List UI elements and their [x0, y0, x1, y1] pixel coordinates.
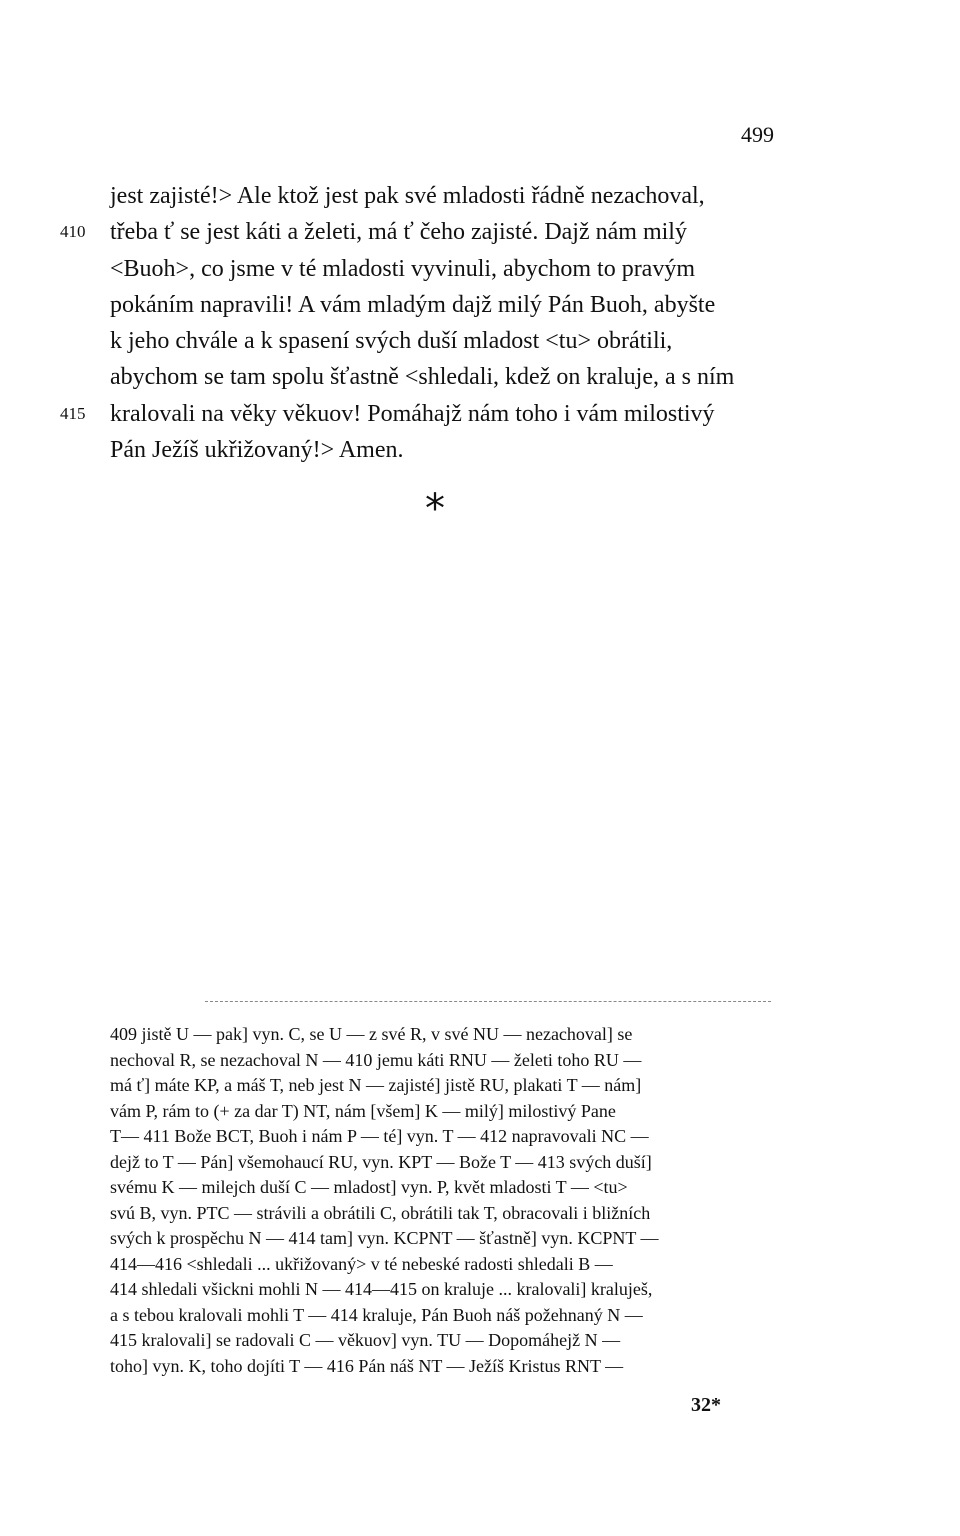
text-line — [60, 251, 800, 287]
footnote-rule — [205, 1001, 771, 1002]
sheet-signature: 32* — [691, 1394, 721, 1416]
line-text: abychom se tam spolu šťastně <shledali, kdež on kraluje, a s ním — [110, 364, 735, 391]
critical-apparatus — [110, 1022, 780, 1379]
apparatus-line: a s tebou kralovali mohli T — 414 kraluje, Pán Buoh náš požehnaný N — — [110, 1304, 643, 1325]
line-text: kralovali na věky věkuov! Pomáhajž nám toho i vám milostivý — [110, 400, 715, 427]
line-number: 415 — [60, 403, 86, 423]
text-line — [60, 214, 800, 250]
main-text — [60, 178, 800, 468]
apparatus-line: 414 shledali všickni mohli N — 414—415 on kraluje ... kralovali] kraluješ, — [110, 1279, 653, 1299]
text-line — [60, 432, 800, 468]
line-text: pokáním napravili! A vám mladým dajž milý Pán Buoh, abyšte — [110, 291, 716, 318]
line-text: <Buoh>, co jsme v té mladosti vyvinuli, abychom to pravým — [110, 255, 695, 282]
line-text: třeba ť se jest káti a želeti, má ť čeho zajisté. Dajž nám milý — [110, 219, 687, 246]
line-number: 410 — [60, 222, 86, 242]
apparatus-line: svých k prospěchu N — 414 tam] vyn. KCPNT — šťastně] vyn. KCPNT — — [110, 1228, 659, 1248]
text-line — [60, 178, 800, 214]
page-number: 499 — [741, 122, 774, 147]
apparatus-line: má ť] máte KP, a máš T, neb jest N — zajisté] jistě RU, plakati T — nám] — [110, 1075, 642, 1095]
apparatus-line: 415 kralovali] se radovali C — věkuov] vyn. TU — Dopomáhejž N — — [110, 1330, 621, 1350]
section-separator-asterisk: * — [425, 486, 445, 532]
apparatus-line: 409 jistě U — pak] vyn. C, se U — z své R, v své NU — nezachoval] se — [110, 1024, 633, 1044]
apparatus-line: svému K — milejch duší C — mladost] vyn. P, květ mladosti T — <tu> — [110, 1177, 628, 1197]
text-line — [60, 287, 800, 323]
line-text: k jeho chvále a k spasení svých duší mladost <tu> obrátili, — [110, 328, 673, 355]
apparatus-line: toho] vyn. K, toho dojíti T — 416 Pán náš NT — Ježíš Kristus RNT — — [110, 1355, 624, 1376]
text-line — [60, 323, 800, 359]
apparatus-line: svú B, vyn. PTC — strávili a obrátili C, obrátili tak T, obracovali i bližních — [110, 1202, 651, 1223]
apparatus-line: T— 411 Bože BCT, Buoh i nám P — té] vyn. T — 412 napravovali NC — — [110, 1126, 649, 1146]
text-line — [60, 396, 800, 432]
line-text: jest zajisté!> Ale ktož jest pak své mladosti řádně nezachoval, — [110, 183, 705, 209]
apparatus-line: 414—416 <shledali ... ukřižovaný> v té nebeské radosti shledali B — — [110, 1253, 613, 1274]
line-text: Pán Ježíš ukřižovaný!> Amen. — [110, 437, 404, 464]
apparatus-line: vám P, rám to (+ za dar T) NT, nám [všem] K — milý] milostivý Pane — [110, 1100, 616, 1121]
apparatus-line: dejž to T — Pán] všemohaucí RU, vyn. KPT — Bože T — 413 svých duší] — [110, 1151, 652, 1172]
apparatus-line: nechoval R, se nezachoval N — 410 jemu káti RNU — želeti toho RU — — [110, 1049, 642, 1070]
text-line — [60, 359, 800, 395]
